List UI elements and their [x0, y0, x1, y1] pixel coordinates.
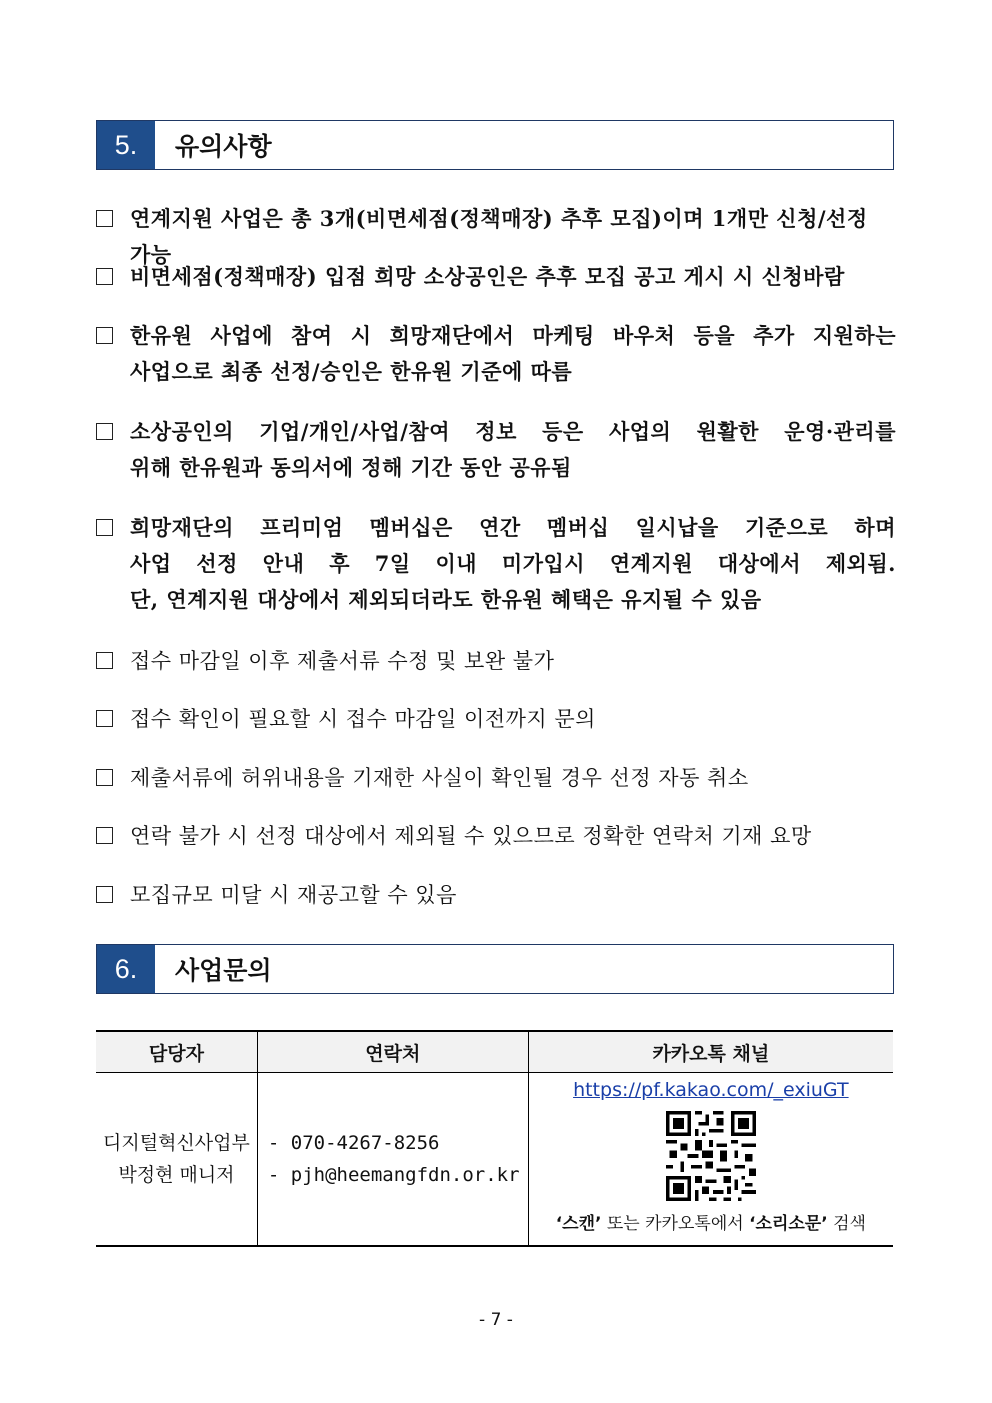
notice-item	[96, 760, 896, 796]
section-5-number: 5.	[97, 121, 155, 169]
phone-number: - 070-4267-8256	[267, 1132, 440, 1154]
notice-item	[96, 643, 896, 679]
manager-name: 박정현 매니저	[118, 1164, 235, 1186]
notice-line: 모집규모 미달 시 재공고할 수 있음	[130, 883, 457, 907]
checkbox-icon	[96, 652, 113, 669]
notice-line: 위해 한유원과 동의서에 정해 기간 동안 공유됨	[130, 455, 572, 480]
notice-item	[96, 259, 896, 295]
kakao-search-note	[529, 1209, 893, 1234]
notice-item	[96, 414, 896, 486]
notice-line: 연계지원 사업은 총 3개(비면세점(정책매장) 추후 모집)이며 1개만 신청/선정 가능	[130, 206, 868, 267]
notice-item	[96, 877, 896, 913]
kakao-cell	[528, 1073, 893, 1247]
checkbox-icon	[96, 519, 113, 536]
kakao-channel-link[interactable]: https://pf.kakao.com/_exiuGT	[573, 1079, 849, 1101]
contact-cell	[257, 1073, 528, 1247]
section-6-number: 6.	[97, 945, 155, 993]
notice-line: 연락 불가 시 선정 대상에서 제외될 수 있으므로 정확한 연락처 기재 요망	[130, 824, 812, 848]
notice-item	[96, 701, 896, 737]
notice-line: 접수 마감일 이후 제출서류 수정 및 보완 불가	[130, 649, 555, 673]
header-contact: 연락처	[257, 1031, 528, 1073]
section-5-title: 유의사항	[175, 132, 272, 161]
checkbox-icon	[96, 769, 113, 786]
notice-item	[96, 318, 896, 390]
header-manager: 담당자	[96, 1031, 257, 1073]
email-address: - pjh@heemangfdn.or.kr	[267, 1164, 520, 1186]
section-6-header	[96, 944, 894, 994]
section-5-header	[96, 120, 894, 170]
notice-item	[96, 818, 896, 854]
page-number: - 7 -	[479, 1310, 513, 1330]
note-channel-name: ‘소리소문’	[749, 1214, 828, 1234]
checkbox-icon	[96, 423, 113, 440]
checkbox-icon	[96, 210, 113, 227]
checkbox-icon	[96, 886, 113, 903]
notice-line: 소상공인의 기업/개인/사업/참여 정보 등은 사업의 원활한 운영·관리를	[130, 419, 896, 444]
notice-line: 희망재단의 프리미엄 멤버십은 연간 멤버십 일시납을 기준으로 하며	[130, 515, 896, 540]
notice-line: 사업으로 최종 선정/승인은 한유원 기준에 따름	[130, 359, 573, 384]
notice-line: 제출서류에 허위내용을 기재한 사실이 확인될 경우 선정 자동 취소	[130, 766, 749, 790]
notice-line: 사업 선정 안내 후 7일 이내 미가입시 연계지원 대상에서 제외됨.	[130, 551, 896, 576]
note-text: 또는 카카오톡에서	[601, 1214, 750, 1234]
qr-code-icon	[666, 1111, 756, 1201]
notice-line: 비면세점(정책매장) 입점 희망 소상공인은 추후 모집 공고 게시 시 신청바람	[130, 264, 845, 289]
checkbox-icon	[96, 268, 113, 285]
notice-item	[96, 510, 896, 618]
notice-line: 단, 연계지원 대상에서 제외되더라도 한유원 혜택은 유지될 수 있음	[130, 587, 762, 612]
note-search: 검색	[827, 1214, 866, 1234]
contact-table	[96, 1030, 893, 1247]
department: 디지털혁신사업부	[103, 1132, 250, 1154]
checkbox-icon	[96, 710, 113, 727]
notice-line: 접수 확인이 필요할 시 접수 마감일 이전까지 문의	[130, 707, 596, 731]
notice-line: 한유원 사업에 참여 시 희망재단에서 마케팅 바우처 등을 추가 지원하는	[130, 323, 896, 348]
checkbox-icon	[96, 327, 113, 344]
manager-cell	[96, 1073, 257, 1247]
note-scan: ‘스캔’	[555, 1214, 602, 1234]
section-6-title: 사업문의	[175, 956, 272, 985]
checkbox-icon	[96, 827, 113, 844]
header-kakao: 카카오톡 채널	[528, 1031, 893, 1073]
